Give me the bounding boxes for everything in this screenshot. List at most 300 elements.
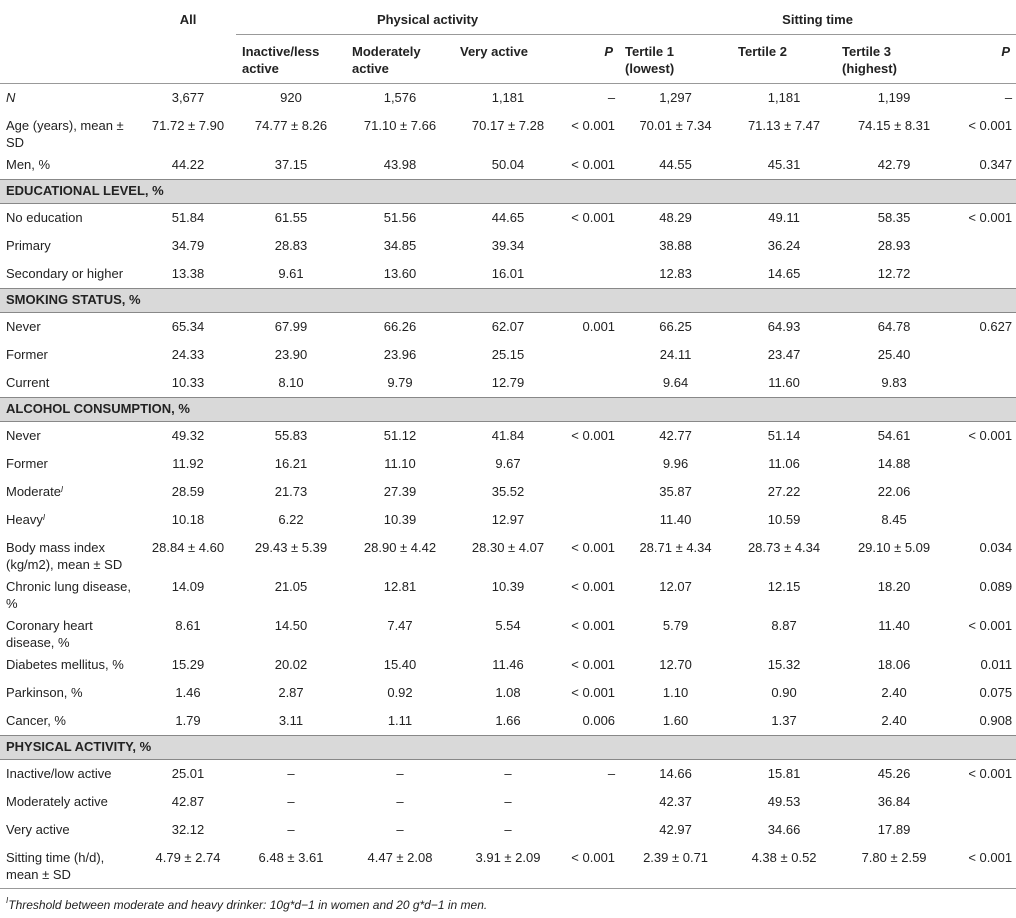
value-cell: 1,297 bbox=[659, 90, 692, 105]
col-very-active: Very active bbox=[460, 44, 528, 59]
value-cell: 74.77 ± 8.26 bbox=[254, 118, 328, 133]
value-cell: 9.79 bbox=[387, 375, 413, 390]
p-value-cell bbox=[952, 450, 1016, 478]
row-label-text: Sitting time (h/d), mean ± SD bbox=[6, 850, 105, 882]
value-cell: 43.98 bbox=[383, 157, 417, 172]
row-label-text: Diabetes mellitus, % bbox=[6, 657, 124, 672]
value-cell: 11.92 bbox=[172, 456, 204, 471]
p-value-cell bbox=[562, 260, 619, 289]
p-value-cell bbox=[562, 788, 619, 816]
value-cell: 45.26 bbox=[877, 766, 911, 781]
row-label-text: Secondary or higher bbox=[6, 266, 124, 281]
table-row bbox=[0, 760, 1016, 789]
section-label: SMOKING STATUS, % bbox=[0, 289, 1016, 313]
value-cell: 34.79 bbox=[171, 238, 205, 253]
value-cell: 3,677 bbox=[171, 90, 205, 105]
col-tertile-2: Tertile 2 bbox=[738, 44, 787, 59]
row-label-text: Heavy bbox=[6, 512, 43, 527]
header-row-columns bbox=[0, 35, 1016, 84]
value-cell: 71.13 ± 7.47 bbox=[747, 118, 821, 133]
value-cell: 9.64 bbox=[662, 375, 689, 390]
row-label bbox=[0, 760, 140, 789]
section-header-row bbox=[0, 180, 1016, 204]
value-cell: 39.34 bbox=[491, 238, 525, 253]
footnote bbox=[6, 898, 487, 912]
table-row bbox=[0, 341, 1016, 369]
p-value-cell: < 0.001 bbox=[968, 210, 1013, 225]
p-value-cell: < 0.001 bbox=[571, 210, 616, 225]
p-value-cell: < 0.001 bbox=[968, 618, 1013, 633]
value-cell: 15.29 bbox=[171, 657, 205, 672]
value-cell: 23.90 bbox=[274, 347, 308, 362]
col-p-st: P bbox=[1001, 44, 1011, 59]
row-label bbox=[0, 506, 140, 534]
p-value-cell: – bbox=[607, 90, 616, 105]
value-cell: 11.06 bbox=[768, 456, 800, 471]
table-row bbox=[0, 844, 1016, 883]
table-row bbox=[0, 204, 1016, 233]
value-cell: 61.55 bbox=[274, 210, 308, 225]
value-cell: 8.10 bbox=[278, 375, 304, 390]
p-value-cell bbox=[562, 450, 619, 478]
row-label bbox=[0, 450, 140, 478]
value-cell: 2.87 bbox=[278, 685, 304, 700]
value-cell: 7.80 ± 2.59 bbox=[861, 850, 927, 865]
value-cell: 24.33 bbox=[171, 347, 205, 362]
value-cell: 28.59 bbox=[171, 484, 205, 499]
value-cell: 3.91 ± 2.09 bbox=[475, 850, 541, 865]
row-label-text: Never bbox=[6, 319, 41, 334]
row-label-text: Never bbox=[6, 428, 41, 443]
value-cell: 45.31 bbox=[767, 157, 801, 172]
value-cell: 34.66 bbox=[767, 822, 801, 837]
value-cell: 8.61 bbox=[175, 618, 201, 633]
p-value-cell: < 0.001 bbox=[571, 618, 616, 633]
header-empty bbox=[0, 0, 140, 35]
value-cell: 51.84 bbox=[171, 210, 205, 225]
row-label bbox=[0, 651, 140, 679]
p-value-cell: 0.034 bbox=[979, 540, 1013, 555]
value-cell: 42.79 bbox=[877, 157, 911, 172]
p-value-cell: < 0.001 bbox=[571, 540, 616, 555]
row-label bbox=[0, 612, 140, 651]
row-label bbox=[0, 534, 140, 573]
value-cell: 65.34 bbox=[171, 319, 205, 334]
value-cell: 1,199 bbox=[877, 90, 911, 105]
value-cell: 25.15 bbox=[491, 347, 525, 362]
table-row bbox=[0, 788, 1016, 816]
value-cell: 29.43 ± 5.39 bbox=[254, 540, 328, 555]
value-cell: 23.96 bbox=[383, 347, 417, 362]
p-value-cell bbox=[952, 232, 1016, 260]
value-cell: 11.40 bbox=[659, 512, 692, 527]
value-cell: 5.54 bbox=[495, 618, 521, 633]
table-row bbox=[0, 478, 1016, 506]
value-cell: 24.11 bbox=[659, 347, 692, 362]
value-cell: 1,181 bbox=[491, 90, 525, 105]
col-tertile-3: Tertile 3 (highest) bbox=[842, 44, 897, 76]
value-cell: 10.59 bbox=[767, 512, 801, 527]
row-label-text: Men, % bbox=[6, 157, 51, 172]
row-label-text: Parkinson, % bbox=[6, 685, 83, 700]
value-cell: 50.04 bbox=[491, 157, 525, 172]
value-cell: 66.26 bbox=[383, 319, 417, 334]
row-label bbox=[0, 313, 140, 342]
value-cell: 14.65 bbox=[767, 266, 801, 281]
table-row bbox=[0, 112, 1016, 151]
value-cell: 17.89 bbox=[877, 822, 911, 837]
value-cell: 16.01 bbox=[491, 266, 525, 281]
value-cell: 42.77 bbox=[659, 428, 692, 443]
value-cell: 1.79 bbox=[175, 713, 201, 728]
value-cell: 42.87 bbox=[171, 794, 205, 809]
table-row bbox=[0, 313, 1016, 342]
value-cell: 1.46 bbox=[175, 685, 201, 700]
table-row bbox=[0, 612, 1016, 651]
bottom-rule bbox=[0, 888, 1016, 889]
value-cell: 12.97 bbox=[491, 512, 525, 527]
superscript-marker: I bbox=[60, 485, 64, 494]
value-cell: 13.60 bbox=[383, 266, 417, 281]
row-label bbox=[0, 84, 140, 113]
value-cell: 12.15 bbox=[767, 579, 801, 594]
col-tertile-1: Tertile 1 (lowest) bbox=[625, 44, 675, 76]
table-row bbox=[0, 506, 1016, 534]
value-cell: 18.06 bbox=[877, 657, 911, 672]
row-label bbox=[0, 707, 140, 736]
superscript-marker: I bbox=[42, 513, 46, 522]
row-label-text: Moderate bbox=[6, 484, 61, 499]
col-inactive: Inactive/less active bbox=[242, 44, 320, 76]
value-cell: 64.78 bbox=[877, 319, 911, 334]
value-cell: 6.22 bbox=[278, 512, 304, 527]
section-header-row bbox=[0, 289, 1016, 313]
value-cell: 10.39 bbox=[383, 512, 417, 527]
value-cell: 4.47 ± 2.08 bbox=[367, 850, 433, 865]
value-cell: 66.25 bbox=[659, 319, 692, 334]
value-cell: 15.32 bbox=[767, 657, 801, 672]
row-label bbox=[0, 151, 140, 180]
table-row bbox=[0, 651, 1016, 679]
value-cell: 62.07 bbox=[491, 319, 525, 334]
p-value-cell: < 0.001 bbox=[968, 428, 1013, 443]
row-label-text: Moderately active bbox=[6, 794, 108, 809]
value-cell: 51.56 bbox=[383, 210, 417, 225]
p-value-cell bbox=[952, 506, 1016, 534]
row-label bbox=[0, 573, 140, 612]
header-physical-activity: Physical activity bbox=[236, 0, 619, 35]
col-p-pa: P bbox=[604, 44, 614, 59]
value-cell: 28.93 bbox=[877, 238, 911, 253]
table-body bbox=[0, 84, 1016, 884]
value-cell: 27.39 bbox=[383, 484, 417, 499]
section-label: EDUCATIONAL LEVEL, % bbox=[0, 180, 1016, 204]
value-cell: 0.90 bbox=[771, 685, 797, 700]
value-cell: 28.84 ± 4.60 bbox=[151, 540, 225, 555]
value-cell: 4.38 ± 0.52 bbox=[751, 850, 817, 865]
p-value-cell bbox=[562, 478, 619, 506]
value-cell: 16.21 bbox=[274, 456, 308, 471]
row-label bbox=[0, 204, 140, 233]
p-value-cell: < 0.001 bbox=[571, 579, 616, 594]
value-cell: 10.39 bbox=[491, 579, 525, 594]
value-cell: 23.47 bbox=[767, 347, 801, 362]
value-cell: 29.10 ± 5.09 bbox=[857, 540, 931, 555]
table-row bbox=[0, 450, 1016, 478]
value-cell: 12.07 bbox=[659, 579, 692, 594]
value-cell: 54.61 bbox=[877, 428, 911, 443]
value-cell: – bbox=[504, 766, 512, 781]
value-cell: 1,576 bbox=[383, 90, 417, 105]
value-cell: 12.81 bbox=[383, 579, 417, 594]
value-cell: – bbox=[396, 794, 404, 809]
row-label-text: Inactive/low active bbox=[6, 766, 112, 781]
p-value-cell: < 0.001 bbox=[968, 118, 1013, 133]
p-value-cell: < 0.001 bbox=[571, 118, 616, 133]
p-value-cell bbox=[952, 788, 1016, 816]
p-value-cell bbox=[562, 816, 619, 844]
row-label bbox=[0, 112, 140, 151]
value-cell: 1,181 bbox=[767, 90, 801, 105]
value-cell: 42.97 bbox=[659, 822, 692, 837]
p-value-cell: 0.908 bbox=[979, 713, 1013, 728]
value-cell: 4.79 ± 2.74 bbox=[155, 850, 221, 865]
value-cell: 11.40 bbox=[878, 618, 910, 633]
value-cell: 41.84 bbox=[491, 428, 525, 443]
table-row bbox=[0, 422, 1016, 451]
value-cell: 74.15 ± 8.31 bbox=[857, 118, 931, 133]
value-cell: 10.33 bbox=[171, 375, 205, 390]
footnote-marker: I bbox=[6, 896, 9, 905]
table-row bbox=[0, 232, 1016, 260]
p-value-cell bbox=[562, 341, 619, 369]
row-label bbox=[0, 816, 140, 844]
value-cell: 20.02 bbox=[274, 657, 308, 672]
value-cell: 51.12 bbox=[383, 428, 417, 443]
value-cell: 10.18 bbox=[171, 512, 205, 527]
value-cell: 28.73 ± 4.34 bbox=[747, 540, 821, 555]
value-cell: – bbox=[396, 822, 404, 837]
value-cell: 11.10 bbox=[384, 456, 416, 471]
value-cell: 6.48 ± 3.61 bbox=[258, 850, 324, 865]
value-cell: 1.37 bbox=[771, 713, 797, 728]
value-cell: 22.06 bbox=[877, 484, 911, 499]
value-cell: – bbox=[504, 822, 512, 837]
value-cell: 8.87 bbox=[771, 618, 797, 633]
row-label-text: Very active bbox=[6, 822, 70, 837]
value-cell: 34.85 bbox=[383, 238, 417, 253]
value-cell: 49.32 bbox=[171, 428, 205, 443]
value-cell: 18.20 bbox=[877, 579, 911, 594]
value-cell: 44.22 bbox=[171, 157, 205, 172]
p-value-cell: 0.347 bbox=[979, 157, 1013, 172]
p-value-cell: 0.011 bbox=[980, 657, 1013, 672]
value-cell: 71.10 ± 7.66 bbox=[363, 118, 437, 133]
p-value-cell: < 0.001 bbox=[571, 685, 616, 700]
row-label bbox=[0, 788, 140, 816]
p-value-cell bbox=[952, 369, 1016, 398]
value-cell: 12.79 bbox=[491, 375, 525, 390]
row-label bbox=[0, 232, 140, 260]
value-cell: 28.83 bbox=[274, 238, 308, 253]
p-value-cell bbox=[562, 232, 619, 260]
value-cell: 8.45 bbox=[881, 512, 907, 527]
value-cell: 55.83 bbox=[274, 428, 308, 443]
p-value-cell: 0.075 bbox=[979, 685, 1013, 700]
value-cell: 15.81 bbox=[767, 766, 801, 781]
value-cell: 14.66 bbox=[659, 766, 692, 781]
value-cell: 14.50 bbox=[274, 618, 308, 633]
value-cell: 2.39 ± 0.71 bbox=[643, 850, 709, 865]
value-cell: 9.96 bbox=[662, 456, 689, 471]
p-value-cell: – bbox=[1004, 90, 1013, 105]
value-cell: 1.10 bbox=[662, 685, 689, 700]
value-cell: 35.52 bbox=[491, 484, 525, 499]
value-cell: 2.40 bbox=[881, 713, 907, 728]
value-cell: 14.88 bbox=[877, 456, 911, 471]
section-header-row bbox=[0, 398, 1016, 422]
value-cell: 71.72 ± 7.90 bbox=[151, 118, 225, 133]
p-value-cell: < 0.001 bbox=[571, 657, 616, 672]
value-cell: 15.40 bbox=[383, 657, 417, 672]
p-value-cell: < 0.001 bbox=[968, 850, 1013, 865]
value-cell: 38.88 bbox=[659, 238, 692, 253]
value-cell: 1.11 bbox=[387, 713, 413, 728]
table-row bbox=[0, 260, 1016, 289]
p-value-cell bbox=[562, 369, 619, 398]
value-cell: 21.05 bbox=[274, 579, 308, 594]
section-label: PHYSICAL ACTIVITY, % bbox=[0, 736, 1016, 760]
value-cell: 1.60 bbox=[662, 713, 689, 728]
row-label bbox=[0, 679, 140, 707]
value-cell: 37.15 bbox=[274, 157, 308, 172]
value-cell: 9.61 bbox=[278, 266, 304, 281]
p-value-cell: < 0.001 bbox=[968, 766, 1013, 781]
row-label bbox=[0, 341, 140, 369]
table-row bbox=[0, 816, 1016, 844]
p-value-cell: 0.627 bbox=[979, 319, 1013, 334]
row-label-text: Current bbox=[6, 375, 50, 390]
value-cell: 49.53 bbox=[767, 794, 801, 809]
footnote-text: Threshold between moderate and heavy drinker: 10g*d−1 in women and 20 g*d−1 in men. bbox=[8, 898, 488, 912]
row-label-text: N bbox=[6, 90, 16, 105]
p-value-cell bbox=[952, 478, 1016, 506]
value-cell: 28.90 ± 4.42 bbox=[363, 540, 437, 555]
value-cell: 5.79 bbox=[662, 618, 689, 633]
p-value-cell: < 0.001 bbox=[571, 428, 616, 443]
value-cell: 21.73 bbox=[274, 484, 308, 499]
value-cell: – bbox=[287, 794, 295, 809]
value-cell: 920 bbox=[280, 90, 302, 105]
value-cell: 44.65 bbox=[491, 210, 525, 225]
value-cell: 70.17 ± 7.28 bbox=[471, 118, 545, 133]
table-row bbox=[0, 534, 1016, 573]
p-value-cell bbox=[952, 341, 1016, 369]
row-label-text: Former bbox=[6, 347, 48, 362]
row-label-text: Body mass index (kg/m2), mean ± SD bbox=[6, 540, 123, 572]
table-row bbox=[0, 369, 1016, 398]
row-label bbox=[0, 422, 140, 451]
value-cell: – bbox=[504, 794, 512, 809]
section-header-row bbox=[0, 736, 1016, 760]
p-value-cell: 0.089 bbox=[979, 579, 1013, 594]
value-cell: 51.14 bbox=[767, 428, 801, 443]
row-label-text: Age (years), mean ± SD bbox=[6, 118, 124, 150]
table-row bbox=[0, 679, 1016, 707]
value-cell: 25.40 bbox=[877, 347, 911, 362]
p-value-cell bbox=[952, 816, 1016, 844]
value-cell: 13.38 bbox=[171, 266, 205, 281]
table-row bbox=[0, 707, 1016, 736]
value-cell: 0.92 bbox=[387, 685, 413, 700]
value-cell: 12.83 bbox=[659, 266, 692, 281]
value-cell: 3.11 bbox=[278, 713, 304, 728]
value-cell: 35.87 bbox=[659, 484, 692, 499]
header-sitting-time: Sitting time bbox=[619, 0, 1016, 35]
row-label bbox=[0, 478, 140, 506]
value-cell: 9.83 bbox=[881, 375, 907, 390]
value-cell: 12.70 bbox=[659, 657, 692, 672]
p-value-cell: < 0.001 bbox=[571, 157, 616, 172]
value-cell: 14.09 bbox=[171, 579, 205, 594]
value-cell: – bbox=[287, 766, 295, 781]
value-cell: 42.37 bbox=[659, 794, 692, 809]
value-cell: 7.47 bbox=[387, 618, 413, 633]
value-cell: – bbox=[396, 766, 404, 781]
p-value-cell bbox=[562, 506, 619, 534]
table-row bbox=[0, 573, 1016, 612]
value-cell: 11.60 bbox=[768, 375, 800, 390]
row-label bbox=[0, 844, 140, 883]
value-cell: 12.72 bbox=[877, 266, 911, 281]
value-cell: 36.84 bbox=[877, 794, 911, 809]
value-cell: 25.01 bbox=[171, 766, 205, 781]
row-label-text: Coronary heart disease, % bbox=[6, 618, 93, 650]
p-value-cell bbox=[952, 260, 1016, 289]
value-cell: 2.40 bbox=[881, 685, 907, 700]
value-cell: 64.93 bbox=[767, 319, 801, 334]
value-cell: 1.66 bbox=[495, 713, 521, 728]
p-value-cell: 0.001 bbox=[582, 319, 616, 334]
row-label bbox=[0, 260, 140, 289]
row-label-text: No education bbox=[6, 210, 83, 225]
value-cell: – bbox=[287, 822, 295, 837]
value-cell: 27.22 bbox=[767, 484, 801, 499]
table-row bbox=[0, 151, 1016, 180]
value-cell: 44.55 bbox=[659, 157, 692, 172]
value-cell: 49.11 bbox=[768, 210, 800, 225]
value-cell: 11.46 bbox=[492, 657, 524, 672]
p-value-cell: – bbox=[607, 766, 616, 781]
value-cell: 1.08 bbox=[495, 685, 521, 700]
value-cell: 58.35 bbox=[877, 210, 911, 225]
value-cell: 9.67 bbox=[495, 456, 521, 471]
header-row-groups bbox=[0, 0, 1016, 35]
section-label: ALCOHOL CONSUMPTION, % bbox=[0, 398, 1016, 422]
row-label bbox=[0, 369, 140, 398]
value-cell: 32.12 bbox=[171, 822, 205, 837]
row-label-text: Primary bbox=[6, 238, 51, 253]
header-all: All bbox=[179, 12, 197, 27]
value-cell: 48.29 bbox=[659, 210, 692, 225]
table-row bbox=[0, 84, 1016, 113]
value-cell: 36.24 bbox=[767, 238, 801, 253]
row-label-text: Chronic lung disease, % bbox=[6, 579, 132, 611]
row-label-text: Cancer, % bbox=[6, 713, 66, 728]
value-cell: 70.01 ± 7.34 bbox=[639, 118, 712, 133]
value-cell: 28.71 ± 4.34 bbox=[639, 540, 712, 555]
col-moderately-active: Moderately active bbox=[352, 44, 421, 76]
